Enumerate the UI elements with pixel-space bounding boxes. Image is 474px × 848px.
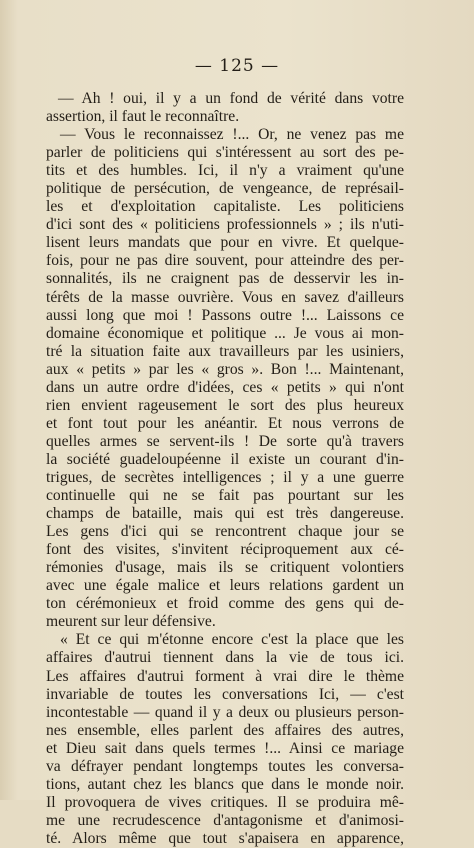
text-line: la société guadeloupéenne il existe un courant d'in- [46,450,404,468]
text-line: quelles armes se servent-ils ! De sorte qu'à travers [46,432,404,450]
text-line: — Ah ! oui, il y a un fond de vérité dans votre [58,90,404,107]
text-line: domaine économique et politique ... Je vous ai mon- [46,324,404,342]
text-line: va défrayer pendant longtemps toutes les conversa- [46,757,404,775]
text-line: champs de bataille, mais qui est très dangereuse. [46,505,404,523]
text-line: té. Alors même que tout s'apaisera en apparence, [46,829,404,847]
text-line: tré la situation faite aux travailleurs par les usiniers, [46,342,404,360]
text-line: continuelle qui ne se fait pas pourtant sur les [46,487,404,505]
text-line: sonnalités, ils ne craignent pas de desservir les in- [46,270,404,288]
text-line: et Dieu sait dans quels termes !... Ainsi ce mariage [46,739,404,757]
text-line: politique de persécution, de vengeance, de représail- [46,180,404,198]
text-line: avec une égale malice et leurs relations gardent un [46,577,404,595]
text-line: Il provoquera de vives critiques. Il se produira mê- [46,793,404,811]
text-line: me une recrudescence d'antagonisme et d'animosi- [46,811,404,829]
text-line: aux « petits » par les « gros ». Bon !... Maintenant, [46,360,404,378]
text-line: « Et ce qui m'étonne encore c'est la place que les [60,631,404,649]
text-line: — Vous le reconnaissez !... Or, ne venez pas me [60,126,404,144]
text-line: tions, autant chez les blancs que dans le monde noir. [46,775,404,793]
text-line: ton cérémonieux et froid comme des gens qui de- [46,595,404,613]
text-line: font des visites, s'invitent réciproquement aux cé- [46,541,404,559]
text-line: incontestable — quand il y a deux ou plusieurs person- [46,703,404,721]
text-line: et font tout pour les anéantir. Et nous verrons de [46,414,404,432]
text-line: térêts de la masse ouvrière. Vous en savez d'ailleurs [46,288,404,306]
text-line: affaires d'autrui tiennent dans la vie de tous ici. [46,649,404,667]
body-text [46,90,404,848]
text-line: aussi long que moi ! Passons outre !... Laissons ce [46,306,404,324]
text-line: parler de politiciens qui s'intéressent au sort des pe- [46,144,404,162]
text-line: fois, pour ne pas dire souvent, pour atteindre des per- [46,252,404,270]
text-line: nes ensemble, elles parlent des affaires des autres, [46,721,404,739]
text-line: Les gens d'ici qui se rencontrent chaque jour se [46,523,404,541]
page-number: — 125 — [194,56,280,76]
text-line: invariable de toutes les conversations Ici, — c'est [46,685,404,703]
text-line: rémonies d'usage, mais ils se critiquent volontiers [46,559,404,577]
text-line: tits et des humbles. Ici, il n'y a vraiment qu'une [46,162,404,180]
text-line: meurent sur leur défensive. [46,613,216,631]
text-line: lisent leurs mandats que pour en vivre. Et quelque- [46,234,404,252]
text-line: Les affaires d'autrui forment à vrai dire le thème [46,667,404,685]
text-line: d'ici sont des « politiciens professionnels » ; ils n'uti- [46,216,404,234]
text-line: dans un autre ordre d'idées, ces « petits » qui n'ont [46,378,404,396]
text-line: trigues, de secrètes intelligences ; il y a une guerre [46,468,404,486]
text-line: les et d'exploitation capitaliste. Les politiciens [46,198,404,216]
text-line: rien envient rageusement le sort des plus heureux [46,396,404,414]
text-line: assertion, il faut le reconnaître. [46,108,240,126]
